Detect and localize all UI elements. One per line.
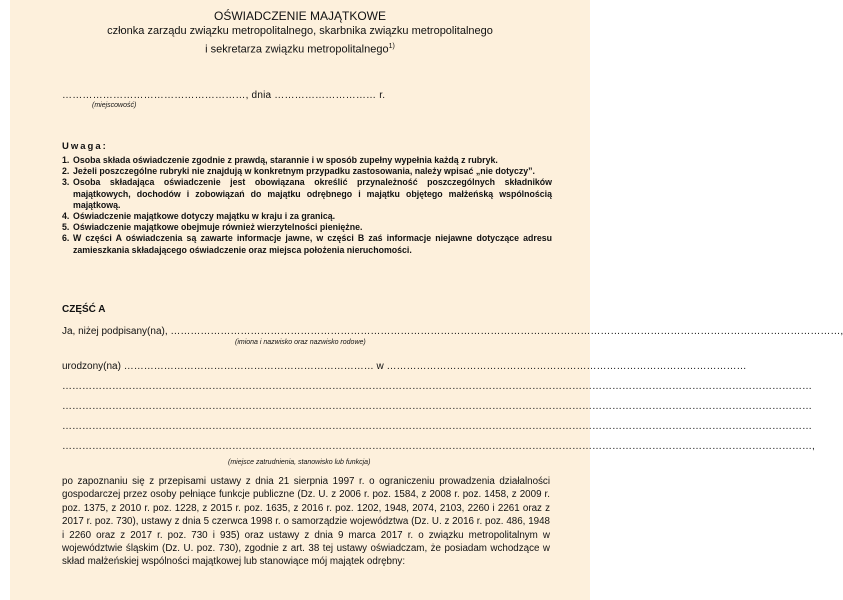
born-prefix: urodzony(na)	[62, 361, 121, 372]
note-item: 2. Jeżeli poszczególne rubryki nie znajdują w konkretnym przypadku zastosowania, należy wpisać „nie dotyczy”.	[62, 166, 535, 177]
name-field-row[interactable]: Ja, niżej podpisany(na), …………………………………………………………………………………………………………………………………………………………………………………,	[62, 326, 843, 337]
document-header	[10, 8, 590, 58]
note-item: 4. Oświadczenie majątkowe dotyczy majątku w kraju i za granicą.	[62, 211, 336, 222]
document-subtitle-line2: i sekretarza związku metropolitalnego$^{1)}$	[205, 43, 395, 56]
work-field-line[interactable]: ………………………………………………………………………………………………………………………………………………………………………………………………………	[62, 381, 812, 392]
note-item: 1. Osoba składa oświadczenie zgodnie z prawdą, starannie i w sposób zupełny wypełnia każdą z rubryk.	[62, 155, 498, 165]
declaration-paragraph: po zapoznaniu się z przepisami ustawy z dnia 21 sierpnia 1997 r. o ograniczeniu prowadzenia działalności gospodarczej przez osoby pełniące funkcje publiczne (Dz. U. z 2006 r. poz. 1584, z 2008 r. poz. 1458, z 2009 r. poz. 1375, z 2010 r. poz. 1228, z 2015 r. poz. 1635, z 2016 r. poz. 1202, 1948, 2074, 2103, 2260 i 2261 oraz z 2017 r. poz. 730), ustawy z dnia 5 czerwca 1998 r. o samorządzie województwa (Dz. U. z 2016 r. poz. 486, 1948 i 2260 oraz z 2017 r. poz. 730 i 935) oraz ustawy z dnia 9 marca 2017 r. o związku metropolitalnym w województwie śląskim (Dz. U. poz. 730), zgodnie z art. 38 tej ustawy oświadczam, że posiadam wchodzące w skład małżeńskiej wspólności majątkowej lub stanowiące mój majątek odrębny:	[62, 476, 550, 568]
note-item: 6. W części A oświadczenia są zawarte informacje jawne, w części B zaś informacje niejawne dotyczące adresu zamieszkania składającego oświadczenie oraz miejsca położenia nieruchomości.	[62, 233, 552, 255]
note-item: 5. Oświadczenie majątkowe obejmuje również wierzytelności pieniężne.	[62, 222, 363, 233]
notes-list	[62, 155, 552, 256]
work-field-label: (miejsce zatrudnienia, stanowisko lub funkcja)	[228, 459, 371, 466]
place-label: (miejscowość)	[92, 102, 137, 109]
name-prefix: Ja, niżej podpisany(na),	[62, 326, 168, 337]
section-a-title: CZĘŚĆ A	[62, 304, 106, 315]
work-field-line[interactable]: ………………………………………………………………………………………………………………………………………………………………………………………………………	[62, 421, 812, 432]
document-subtitle-line1: członka zarządu związku metropolitalnego, skarbnika związku metropolitalnego	[107, 25, 493, 37]
footnote-marker: 1)	[388, 43, 395, 50]
birth-field-row[interactable]: urodzony(na) ………………………………………………………………… w ………………………………………………………………………………………………	[62, 361, 747, 372]
name-field-label: (imiona i nazwisko oraz nazwisko rodowe)	[235, 339, 366, 346]
document-title: OŚWIADCZENIE MAJĄTKOWE	[213, 9, 386, 23]
born-mid: w	[376, 361, 384, 372]
document-page	[10, 0, 843, 600]
note-item: 3. Osoba składająca oświadczenie jest obowiązana określić przynależność poszczególnych składników majątkowych, dochodów i zobowiązań do majątku odrębnego i majątku objętego małżeńską wspólnością majątkową.	[62, 177, 552, 210]
place-date-field[interactable]: ………………………………………………, dnia ………………………… r.	[62, 90, 386, 101]
work-field-line[interactable]: ………………………………………………………………………………………………………………………………………………………………………………………………………,	[62, 441, 815, 452]
work-field-line[interactable]: ………………………………………………………………………………………………………………………………………………………………………………………………………	[62, 401, 812, 412]
notes-title: Uwaga:	[62, 141, 108, 152]
